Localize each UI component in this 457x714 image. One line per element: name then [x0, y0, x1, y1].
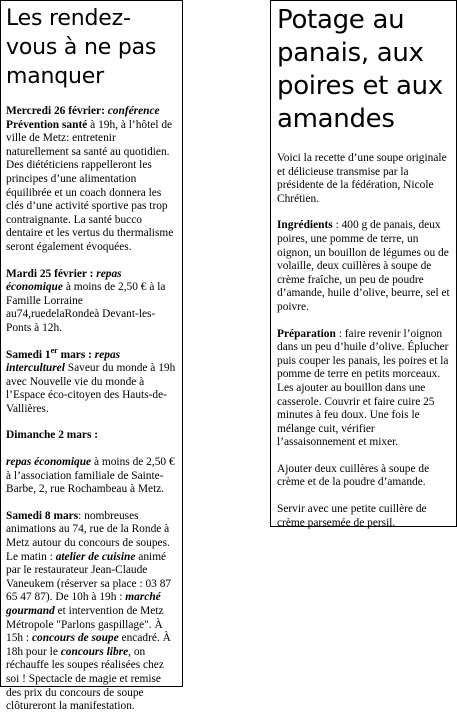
event-date-sup: er [50, 345, 58, 355]
event-text: à 19h, à l’hôtel de ville de Metz: entretenir naturellement sa santé au quotidien. Des diététiciens rappelleront les principes d’une alimentation équilibrée et un coach donnera les clés d’une activité sportive pas trop contraignante. La santé bucco dentaire et les vertus du thermalisme seront également évoquées. [6, 118, 174, 253]
events-body [6, 105, 178, 714]
event-text: Saveur du monde à 19h avec Nouvelle vie du monde à l’Espace éco-citoyen des Hauts-de-Vallières. [6, 362, 176, 415]
recipe-intro: Voici la recette d’une soupe originale et délicieuse transmise par la présidente de la fédération, Nicole Chrétien. [277, 152, 447, 205]
event-conference [6, 105, 178, 255]
event-kind: conférence [107, 105, 160, 117]
event-text: encadré. À 18h pour le [6, 632, 171, 658]
event-repas-samedi [6, 345, 178, 417]
event-text: à moins de 2,50 € à l’association familiale de Sainte-Barbe, 2, rue Rochambeau à Metz. [6, 456, 175, 496]
ingredients-label: Ingrédients [277, 219, 333, 232]
event-kind: repas économique [6, 267, 122, 294]
recipe-column [270, 0, 457, 527]
event-dimanche-heading [6, 429, 178, 443]
event-kind: concours de soupe [31, 632, 119, 645]
events-title: Les rendez-vous à ne pas manquer [6, 6, 157, 89]
recipe-title: Potage au panais, aux poires et aux amandes [277, 5, 443, 134]
event-name: Prévention santé [6, 118, 88, 131]
event-date-month: mars : [60, 348, 92, 361]
event-date-day: Samedi 1 [6, 348, 51, 361]
recipe-body [277, 152, 450, 530]
event-date: Mardi 25 février : [6, 267, 94, 280]
ingredients-text: : 400 g de panais, deux poires, une pomme de terre, un oignon, un bouillon de légumes ou de volaille, deux cuillères à soupe de crème fraîche, un peu de poudre d’amande, huile d’olive, beurre, sel et poivre. [277, 219, 450, 313]
recipe-step: Servir avec une petite cuillère de crème parsemée de persil. [277, 503, 427, 529]
recipe-preparation [277, 328, 450, 450]
event-text: animé par le restaurateur Jean-Claude Vaneukem (réserver sa place : 03 87 65 47 87). De 10h à 19h : [6, 550, 172, 604]
preparation-text: : faire revenir l’oignon dans un peu d’huile d’olive. Éplucher puis couper les panais, les poires et la pomme de terre en petits morceaux. Les ajouter au bouillon dans une casserole. Couvrir et faire cuire 25 minutes à feu doux. Une fois le mélange cuit, vérifier l’assaisonnement et mixer. [277, 327, 449, 449]
event-date: Dimanche 2 mars : [6, 429, 99, 442]
event-soupes [6, 510, 178, 714]
event-kind: atelier de cuisine [55, 550, 136, 563]
event-date [6, 345, 92, 361]
event-text: et intervention de Metz Métropole "Parlons gaspillage". À 15h : [6, 605, 164, 645]
recipe-step: Ajouter deux cuillères à soupe de crème et de la poudre d’amande. [277, 462, 430, 489]
recipe-ingredients [277, 219, 450, 314]
event-date: Samedi 8 mars [6, 509, 79, 522]
event-repas-dimanche [6, 456, 178, 497]
event-repas-mardi [6, 268, 178, 336]
event-kind: repas économique [6, 456, 92, 469]
preparation-label: Préparation [277, 327, 336, 340]
event-text: à moins de 2,50 € à la Famille Lorraine au74,ruedelaRondeà Devant-les-Ponts à 12h. [6, 281, 166, 334]
event-kind: concours libre [60, 645, 129, 658]
event-text: , on réchauffe les soupes réalisées chez soi ! Spectacle de magie et remise des prix du concours de soupe clôtureront la manifestation. [6, 645, 164, 713]
event-kind: marché gourmand [6, 591, 161, 617]
events-column [0, 0, 183, 713]
event-text: : nombreuses animations au 74, rue de la Ronde à Metz autour du concours de soupes. Le matin : [6, 509, 170, 563]
event-date: Mercredi 26 février: [6, 105, 105, 117]
event-kind: repas interculturel [6, 348, 121, 375]
